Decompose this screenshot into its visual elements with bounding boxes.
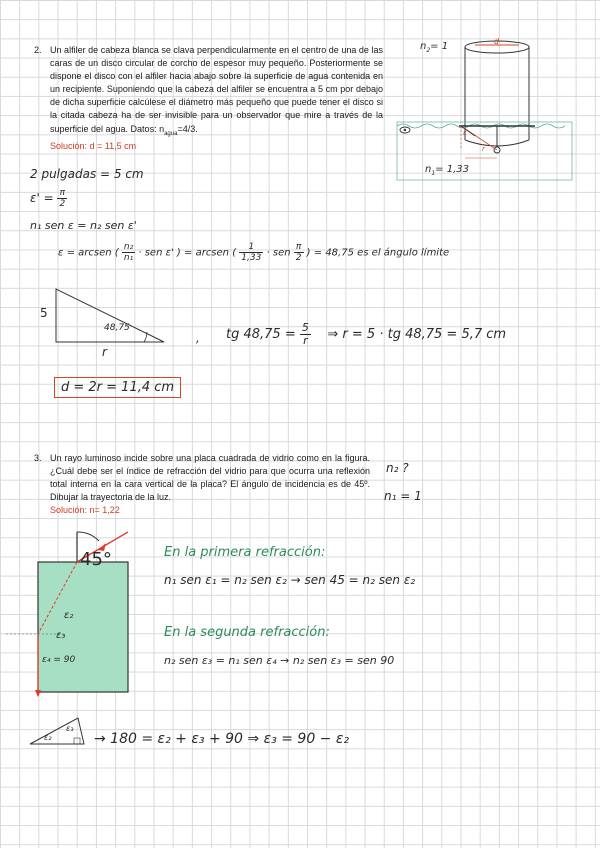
p3-figure-eps3: ε₃ (56, 630, 66, 641)
problem2-text-sub: agua (164, 130, 178, 137)
p2-work-line1: 2 pulgadas = 5 cm (30, 167, 144, 181)
p2-work-line2: ε' = $\frac{\pi}{2}$ (30, 188, 66, 209)
p3-small-triangle (28, 716, 88, 748)
problem3-number: 3. (34, 453, 42, 463)
problem2-figure-d-label: d (494, 37, 500, 46)
problem3-solution: Solución: n= 1,22 (50, 505, 120, 516)
p2-comma: , (196, 331, 200, 345)
p2-work-line3: n₁ sen ε = n₂ sen ε' (30, 219, 137, 232)
p3-tri-e3: ε₃ (66, 724, 74, 733)
problem2-figure-n2: $n_2= 1$ (420, 41, 449, 54)
problem3-side-n2: n₂ ? (386, 461, 409, 475)
problem3-side-n1: n₁ = 1 (384, 489, 422, 503)
p2-triangle-base: r (102, 345, 107, 359)
p3-second-eq: n₂ sen ε₃ = n₁ sen ε₄ → n₂ sen ε₃ = sen 90 (164, 654, 395, 667)
problem2-figure (395, 38, 575, 188)
problem2-statement (34, 44, 383, 154)
p3-first-eq: n₁ sen ε₁ = n₂ sen ε₂ → sen 45 = n₂ sen ε₂ (164, 573, 416, 587)
p3-figure-eps2: ε₂ (64, 610, 74, 621)
problem2-text-end: =4/3. (177, 123, 198, 134)
p2-triangle (54, 287, 169, 347)
p2-work-line4: ε = arcsen ( $\frac{\text{n₂}}{\text{n₁}}$ · sen ε' ) = arcsen ( $\frac{1}{1,33}$ · sen $\frac{\pi}{2}$ ) = 48,75 es el ángulo límite (58, 242, 450, 263)
p2-tg-equation: tg 48,75 = $\frac{5}{r}$ ⇒ r = 5 · tg 48,75 = 5,7 cm (226, 321, 507, 347)
p2-result: d = 2r = 11,4 cm (54, 377, 181, 398)
problem2-figure-r-label: r (482, 145, 485, 153)
problem3-statement (34, 452, 370, 517)
p3-figure-angle: 45° (80, 549, 112, 570)
problem2-figure-n1: $n_1= 1,33$ (425, 164, 469, 177)
p2-triangle-side: 5 (40, 306, 48, 320)
p3-tri-e2: ε₂ (44, 733, 52, 742)
problem2-text: Un alfiler de cabeza blanca se clava perpendicularmente en el centro de una de las caras de un disco circular de corcho de espesor muy pequeño. Posteriormente se dispone el disco con el alfiler hacia abajo sobre la superficie de agua contenida en un recipiente. Suponiendo que la cabeza del alfiler se encuentra a 5 cm por debajo de dicha superficie calcúlese el diámetro más pequeño que puede tener el disco si la citada cabeza ha de ser invisible para un observador que mire a través de la superficie del agua. Datos: n (50, 45, 383, 134)
p3-first-heading: En la primera refracción: (164, 545, 326, 560)
p2-triangle-angle: 48,75 (104, 323, 130, 333)
p3-second-heading: En la segunda refracción: (164, 625, 330, 640)
problem2-solution: Solución: d = 11,5 cm (50, 141, 137, 152)
p3-figure-eps4: ε₄ = 90 (42, 655, 76, 665)
problem2-figure-eps: ε (463, 129, 467, 137)
problem3-text: Un rayo luminoso incide sobre una placa cuadrada de vidrio como en la figura. ¿Cuál debe ser el índice de refracción del vidrio para que ocurra una reflexión total interna en la cara vertical de la placa? El ángulo de incidencia es de 45º. Dibujar la trayectoria de la luz. (50, 453, 370, 503)
p3-angle-eq: → 180 = ε₂ + ε₃ + 90 ⇒ ε₃ = 90 − ε₂ (94, 731, 350, 747)
problem2-number: 2. (34, 45, 42, 55)
